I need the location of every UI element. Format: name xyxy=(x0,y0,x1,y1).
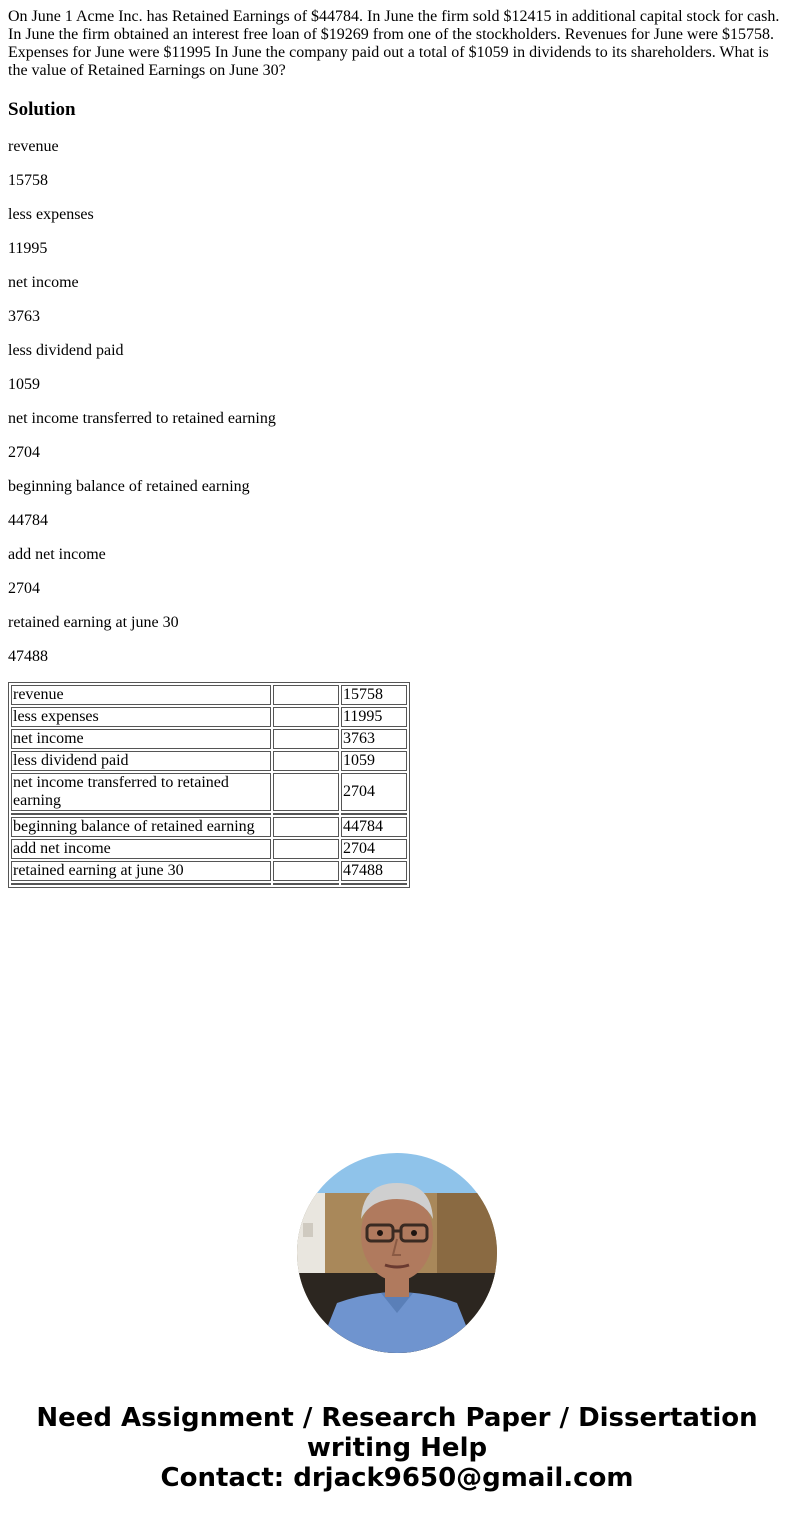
solution-line: 1059 xyxy=(8,376,40,393)
solution-line: net income transferred to retained earning xyxy=(8,410,276,427)
empty-cell xyxy=(11,813,271,815)
solution-lines xyxy=(8,138,786,666)
solution-line: beginning balance of retained earning xyxy=(8,478,250,495)
empty-cell xyxy=(341,883,407,885)
solution-line: 47488 xyxy=(8,648,48,665)
empty-cell xyxy=(273,751,339,771)
table-row xyxy=(11,861,407,881)
promo-section xyxy=(0,1153,794,1493)
row-label: beginning balance of retained earning xyxy=(11,817,271,837)
table-spacer-row xyxy=(11,883,407,885)
row-label: net income transferred to retained earning xyxy=(11,773,271,811)
promo-line: writing Help xyxy=(306,1433,488,1463)
row-label: revenue xyxy=(11,685,271,705)
table-row xyxy=(11,729,407,749)
solution-line: 2704 xyxy=(8,580,40,597)
solution-line: 44784 xyxy=(8,512,48,529)
switch-plate xyxy=(303,1223,313,1237)
table-spacer-row xyxy=(11,813,407,815)
question-text: On June 1 Acme Inc. has Retained Earnings of $44784. In June the firm sold $12415 in additional capital stock for cash. In June the firm obtained an interest free loan of $19269 from one of the stockholders. Revenues for June were $15758. Expenses for June were $11995 In June the company paid out a total of $1059 in dividends to its shareholders. What is the value of Retained Earnings on June 30? xyxy=(8,8,780,79)
empty-cell xyxy=(273,707,339,727)
solution-heading: Solution xyxy=(8,99,76,120)
solution-line: 3763 xyxy=(8,308,40,325)
solution-line: less expenses xyxy=(8,206,94,223)
row-value: 44784 xyxy=(341,817,407,837)
solution-line: 15758 xyxy=(8,172,48,189)
promo-line: Need Assignment / Research Paper / Dissertation xyxy=(36,1403,758,1433)
tutor-portrait-image xyxy=(297,1153,497,1353)
empty-cell xyxy=(273,813,339,815)
solution-line: 2704 xyxy=(8,444,40,461)
row-value: 3763 xyxy=(341,729,407,749)
background-switchboard xyxy=(297,1193,325,1283)
solution-line: retained earning at june 30 xyxy=(8,614,179,631)
solution-line: net income xyxy=(8,274,79,291)
table-row xyxy=(11,685,407,705)
empty-cell xyxy=(273,685,339,705)
row-label: net income xyxy=(11,729,271,749)
table-row xyxy=(11,707,407,727)
empty-cell xyxy=(273,817,339,837)
tutor-avatar xyxy=(297,1153,497,1353)
table-row xyxy=(11,773,407,811)
row-label: retained earning at june 30 xyxy=(11,861,271,881)
empty-cell xyxy=(341,813,407,815)
empty-cell xyxy=(273,729,339,749)
empty-cell xyxy=(11,883,271,885)
table-row xyxy=(11,839,407,859)
solution-line: revenue xyxy=(8,138,59,155)
table-row xyxy=(11,817,407,837)
row-value: 15758 xyxy=(341,685,407,705)
row-label: less dividend paid xyxy=(11,751,271,771)
empty-cell xyxy=(273,861,339,881)
empty-cell xyxy=(273,773,339,811)
row-label: less expenses xyxy=(11,707,271,727)
solution-line: add net income xyxy=(8,546,106,563)
promo-text xyxy=(0,1403,794,1493)
row-value: 11995 xyxy=(341,707,407,727)
left-eye xyxy=(377,1230,383,1236)
right-eye xyxy=(411,1230,417,1236)
table-row xyxy=(11,751,407,771)
row-value: 1059 xyxy=(341,751,407,771)
empty-cell xyxy=(273,839,339,859)
row-value: 47488 xyxy=(341,861,407,881)
row-value: 2704 xyxy=(341,839,407,859)
row-value: 2704 xyxy=(341,773,407,811)
calculation-table xyxy=(8,682,410,888)
empty-cell xyxy=(273,883,339,885)
solution-line: 11995 xyxy=(8,240,48,257)
solution-line: less dividend paid xyxy=(8,342,124,359)
promo-contact: Contact: drjack9650@gmail.com xyxy=(160,1463,634,1493)
row-label: add net income xyxy=(11,839,271,859)
